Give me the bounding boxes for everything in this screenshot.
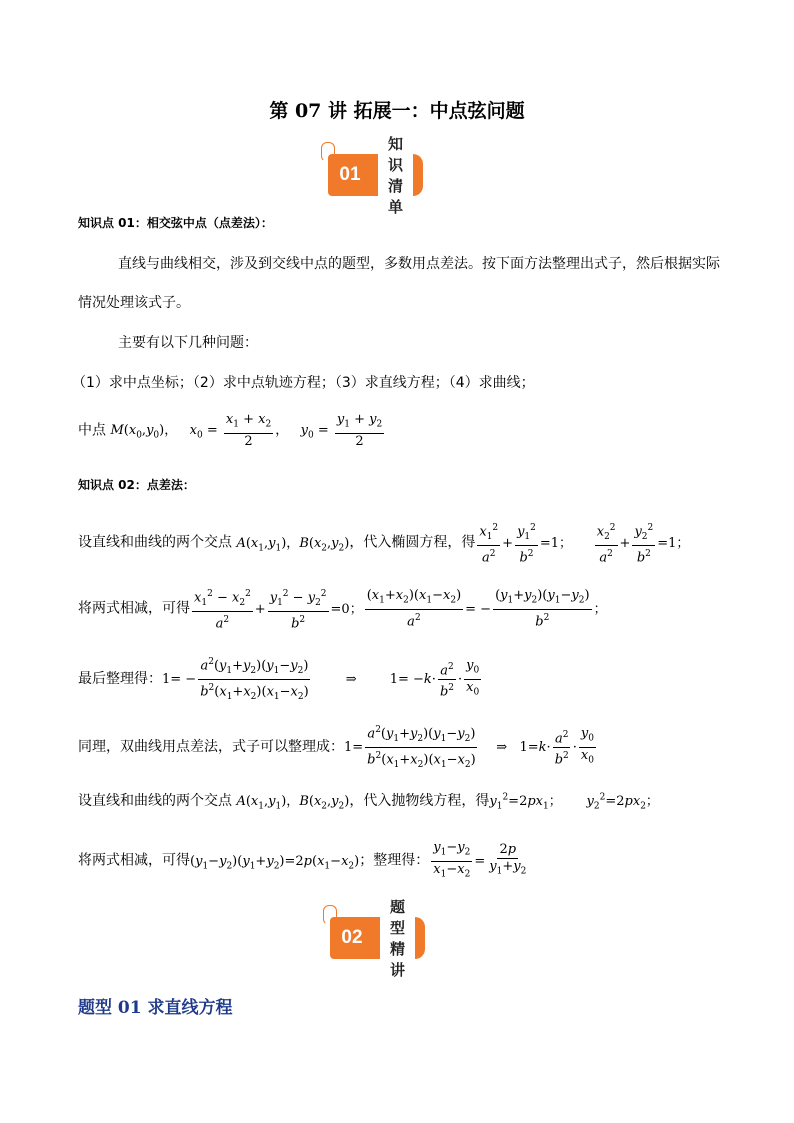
formula: $\frac{x_1^2}{a^2}$ + $\frac{y_1^2}{b^2}$ =1； $\frac{x_2^2}{a^2}$ + $\frac{y_2^2}{b^2}$ =1； [475, 536, 689, 551]
formula: $M(x_0,y_0)$， $x_0$ = $\frac{x_1 + x_2}{2}$ ， $y_0$ = $\frac{y_1 + y_2}{2}$ [110, 412, 383, 449]
kp1-paragraph: 直线与曲线相交，涉及到交线中点的题型，多数用点差法。按下面方法整理出式子，然后根据实际 [118, 256, 720, 272]
text: 将两式相减，可得 [78, 600, 190, 617]
result-hyperbola [78, 722, 598, 773]
badge-number: 02 [330, 917, 374, 959]
formula: $y_1^2=2px_1$； $y_2^2=2px_2$； [489, 792, 659, 812]
kp1-paragraph-cont: 情况处理该式子。 [78, 295, 190, 311]
text: 同理，双曲线用点差法，式子可以整理成： [78, 738, 344, 755]
kp2-heading: 知识点 02：点差法： [78, 478, 195, 492]
text: 设直线和曲线的两个交点 [78, 534, 232, 551]
text: 将两式相减，可得 [78, 852, 190, 869]
kp1-heading: 知识点 01：相交弦中点（点差法）： [78, 216, 273, 230]
badge-label: 题型精讲 [380, 891, 415, 985]
badge-number: 01 [328, 154, 372, 196]
formula: $\frac{x_1^2 - x_2^2}{a^2}$ + $\frac{y_1^2 - y_2^2}{b^2}$ =0； $\frac{(x_1+x_2)(x_1-x_2)}{a^2}$ = − $\frac{(y_1+y_2)(y_1-y_2)}{b^2}$ ； [190, 602, 607, 617]
ellipse-substitution [78, 520, 689, 566]
formula: $A(x_1,y_1)$，$B(x_2,y_2)$ [236, 535, 350, 554]
midpoint-prefix: 中点 [78, 422, 106, 439]
midpoint-formula [78, 412, 386, 450]
formula: 1= − $\frac{a^2(y_1+y_2)(y_1-y_2)}{b^2(x_1+x_2)(x_1-x_2)}$ ⇒ 1= −k· $\frac{a^2}{b^2}$ · $\frac{y_0}{x_0}$ [162, 672, 483, 687]
formula: $A(x_1,y_1)$，$B(x_2,y_2)$ [236, 794, 350, 812]
text: 最后整理得： [78, 670, 162, 687]
kp1-paragraph-2: 主要有以下几种问题： [118, 335, 258, 351]
kp1-problem-list: （1）求中点坐标；（2）求中点轨迹方程；（3）求直线方程；（4）求曲线； [72, 375, 535, 391]
page-title: 第 07 讲 拓展一：中点弦问题 [269, 100, 525, 122]
section-title: 题型 01 求直线方程 [78, 998, 233, 1018]
text: ，代入椭圆方程，得 [349, 534, 476, 551]
text: ；整理得： [359, 852, 430, 869]
formula: 1= $\frac{a^2(y_1+y_2)(y_1-y_2)}{b^2(x_1+x_2)(x_1-x_2)}$ ⇒ 1=k· $\frac{a^2}{b^2}$ · $\frac{y_0}{x_0}$ [344, 740, 598, 755]
text: 设直线和曲线的两个交点 [78, 793, 232, 809]
subtraction-step [78, 586, 607, 632]
parabola-substitution [78, 790, 659, 812]
result-ellipse [78, 654, 483, 705]
formula: $\frac{y_1-y_2}{x_1-x_2}$ = $\frac{2p}{y_1+y_2}$ [433, 840, 527, 880]
badge-label: 知识清单 [378, 128, 413, 222]
text: ，代入抛物线方程，得 [349, 793, 490, 809]
formula: $(y_1-y_2)(y_1+y_2)=2p(x_1-x_2)$ [190, 853, 360, 872]
parabola-result [78, 840, 530, 882]
